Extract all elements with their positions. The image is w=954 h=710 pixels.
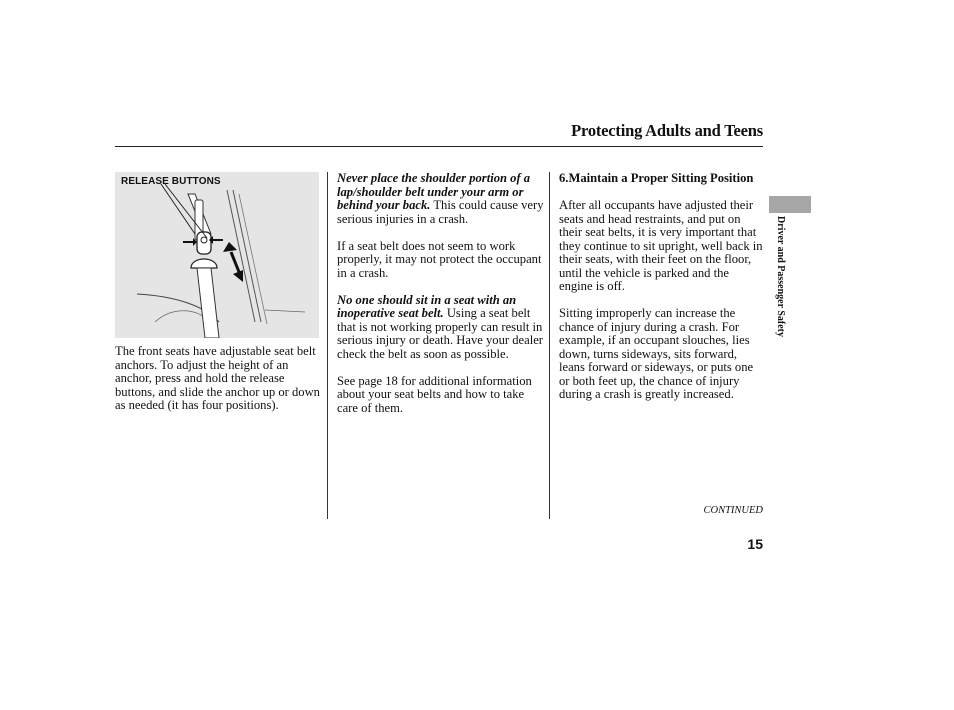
column-1 (115, 345, 323, 426)
section-side-label: Driver and Passenger Safety (775, 216, 786, 338)
page-title: Protecting Adults and Teens (571, 121, 763, 140)
section-heading: 6.Maintain a Proper Sitting Position (559, 171, 754, 185)
continued-label: CONTINUED (703, 505, 763, 516)
section-tab (769, 196, 811, 213)
warning-lead-1: Never place the shoulder portion of a lap/shoulder belt under your arm or behind your back. (337, 171, 531, 212)
anchor-adjustment-paragraph: The front seats have adjustable seat belt anchors. To adjust the height of an anchor, press and hold the release buttons, and slide the anchor up or down as needed (it has four positions). (115, 344, 320, 412)
title-rule (115, 146, 763, 147)
sitting-position-paragraph: After all occupants have adjusted their seats and head restraints, and put on their seat belts, it is very important that they continue to sit upright, well back in their seats, with their feet on the floor, until the vehicle is parked and the engine is off. (559, 198, 763, 293)
column-3 (559, 172, 765, 415)
page-number: 15 (747, 536, 763, 552)
warning-text-1: This could cause very serious injuries in a crash. (337, 198, 544, 226)
column-divider-1 (327, 172, 328, 519)
malfunction-paragraph: If a seat belt does not seem to work properly, it may not protect the occupant in a crash. (337, 238, 542, 280)
warning-text-2: Using a seat belt that is not working properly can result in serious injury or death. Have your dealer check the belt as soon as possible. (337, 306, 543, 361)
figure-label: RELEASE BUTTONS (121, 176, 221, 187)
column-2 (337, 172, 547, 429)
page-reference-paragraph: See page 18 for additional information about your seat belts and how to take care of them. (337, 373, 532, 415)
seat-belt-anchor-illustration (115, 172, 319, 338)
column-divider-2 (549, 172, 550, 519)
seat-belt-anchor-drawing (115, 172, 319, 338)
warning-paragraph-2 (337, 294, 547, 362)
warning-paragraph-1 (337, 172, 547, 226)
sitting-improperly-paragraph: Sitting improperly can increase the chance of injury during a crash. For example, if an occupant slouches, lies down, turns sideways, sits forward, leans forward or sideways, or puts one or both feet up, the chance of injury during a crash is greatly increased. (559, 306, 754, 401)
warning-lead-2: No one should sit in a seat with an inoperative seat belt. (337, 292, 517, 320)
